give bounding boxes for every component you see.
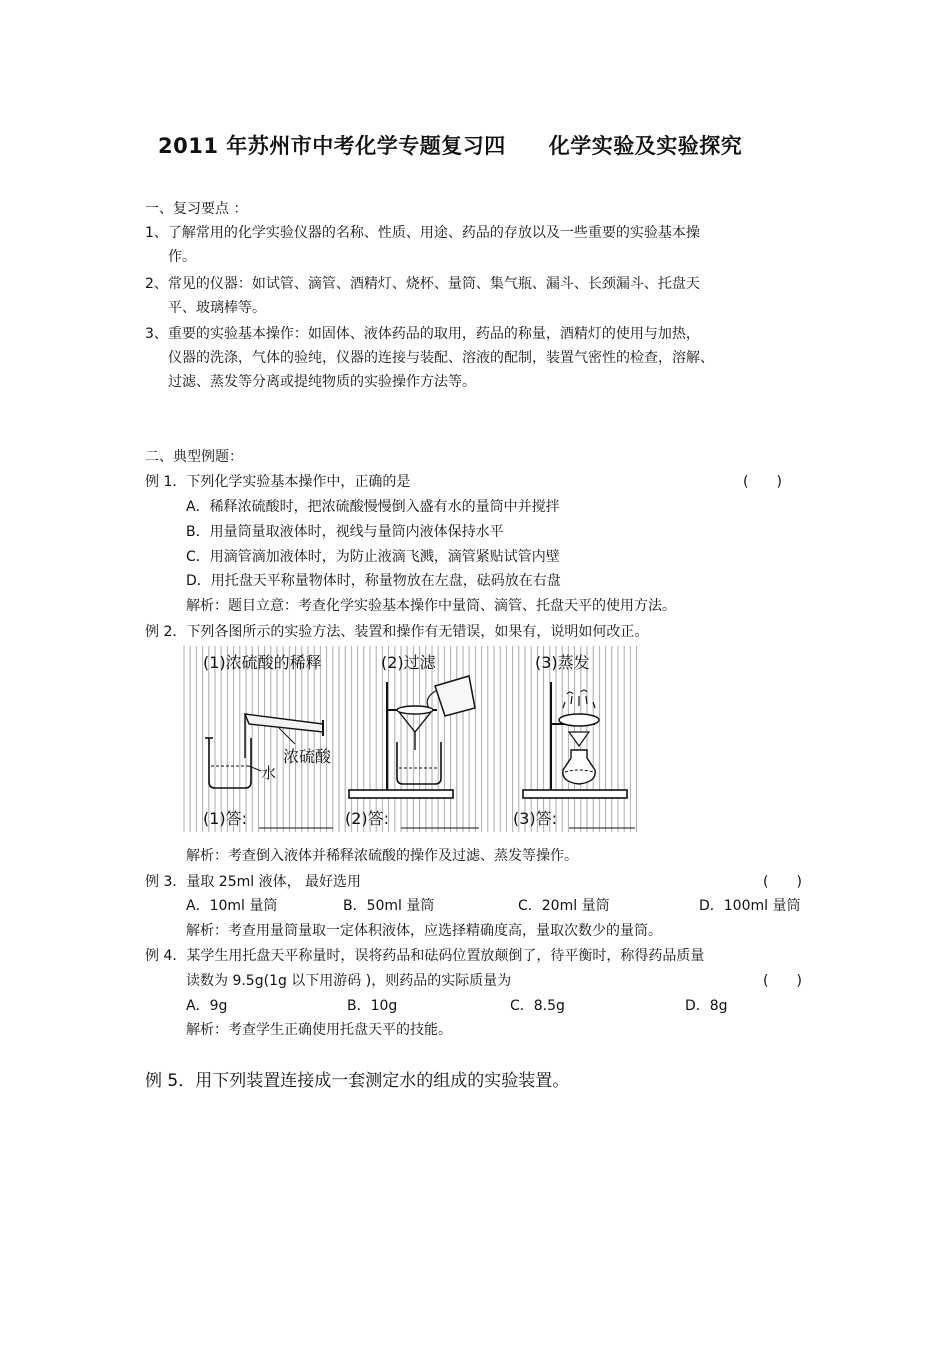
ex3-stem: 例 3．量取 25ml 液体， 最好选用 xyxy=(145,874,362,890)
evaporation-label: (3)蒸发 xyxy=(535,653,590,672)
ex4-analysis: 解析：考查学生正确使用托盘天平的技能。 xyxy=(186,1022,452,1038)
ex1-answer-paren: ( ) xyxy=(743,474,782,490)
dilution-label: (1)浓硫酸的稀释 xyxy=(203,653,322,672)
acid-label: 浓硫酸 xyxy=(283,747,332,766)
ex3-analysis: 解析：考查用量筒量取一定体积液体，应选择精确度高，量取次数少的量筒。 xyxy=(186,923,662,939)
point2-line1: 2、常见的仪器：如试管、滴管、酒精灯、烧杯、量筒、集气瓶、漏斗、长颈漏斗、托盘天 xyxy=(145,276,700,292)
ex1-option-a: A．稀释浓硫酸时，把浓硫酸慢慢倒入盛有水的量筒中并搅拌 xyxy=(186,499,560,515)
point2-line2: 平、玻璃棒等。 xyxy=(168,300,266,316)
point3-line3: 过滤、蒸发等分离或提纯物质的实验操作方法等。 xyxy=(168,374,476,390)
ex5-stem: 例 5．用下列装置连接成一套测定水的组成的实验装置。 xyxy=(145,1071,570,1091)
ex1-stem: 例 1．下列化学实验基本操作中，正确的是 xyxy=(145,474,411,490)
ex2-analysis: 解析：考查倒入液体并稀释浓硫酸的操作及过滤、蒸发等操作。 xyxy=(186,848,578,864)
ex3-option-b: B．50ml 量筒 xyxy=(343,898,435,914)
ex4-stem-line1: 例 4．某学生用托盘天平称量时，误将药品和砝码位置放颠倒了，待平衡时，称得药品质量 xyxy=(145,948,705,964)
ex2-stem: 例 2．下列各图所示的实验方法、装置和操作有无错误，如果有，说明如何改正。 xyxy=(145,624,649,640)
answer3-label: (3)答: xyxy=(513,809,558,828)
ex3-option-a: A．10ml 量筒 xyxy=(186,898,278,914)
answer2-label: (2)答: xyxy=(345,809,390,828)
ex4-option-c: C．8.5g xyxy=(510,998,565,1014)
ex1-option-c: C．用滴管滴加液体时，为防止液滴飞溅，滴管紧贴试管内壁 xyxy=(186,549,560,565)
ex4-answer-paren: ( ) xyxy=(763,973,802,989)
page-title: 2011 年苏州市中考化学专题复习四 化学实验及实验探究 xyxy=(158,134,743,158)
point1-line2: 作。 xyxy=(168,249,196,265)
ex3-option-d: D．100ml 量筒 xyxy=(699,898,801,914)
ex4-option-a: A．9g xyxy=(186,998,228,1014)
ex2-apparatus-figure xyxy=(183,646,638,832)
point3-line2: 仪器的洗涤，气体的验纯，仪器的连接与装配、溶液的配制，装置气密性的检查，溶解、 xyxy=(168,350,714,366)
point3-line1: 3、重要的实验基本操作：如固体、液体药品的取用，药品的称量，酒精灯的使用与加热， xyxy=(145,326,700,342)
point1-line1: 1、了解常用的化学实验仪器的名称、性质、用途、药品的存放以及一些重要的实验基本操 xyxy=(145,225,700,241)
ex1-option-d: D．用托盘天平称量物体时，称量物放在左盘，砝码放在右盘 xyxy=(186,573,561,589)
section2-heading: 二、典型例题： xyxy=(145,449,243,465)
ex4-stem-line2: 读数为 9.5g(1g 以下用游码 )，则药品的实际质量为 xyxy=(186,973,512,989)
filtration-label: (2)过滤 xyxy=(381,653,436,672)
section1-heading: 一、复习要点 ： xyxy=(145,201,248,217)
water-label: 水 xyxy=(261,764,277,782)
ex4-option-d: D．8g xyxy=(685,998,728,1014)
ex3-option-c: C．20ml 量筒 xyxy=(518,898,610,914)
ex4-option-b: B．10g xyxy=(347,998,398,1014)
ex1-analysis: 解析：题目立意：考查化学实验基本操作中量筒、滴管、托盘天平的使用方法。 xyxy=(186,598,676,614)
ex1-option-b: B．用量筒量取液体时，视线与量筒内液体保持水平 xyxy=(186,524,504,540)
answer1-label: (1)答: xyxy=(203,809,248,828)
ex3-answer-paren: ( ) xyxy=(763,874,802,890)
